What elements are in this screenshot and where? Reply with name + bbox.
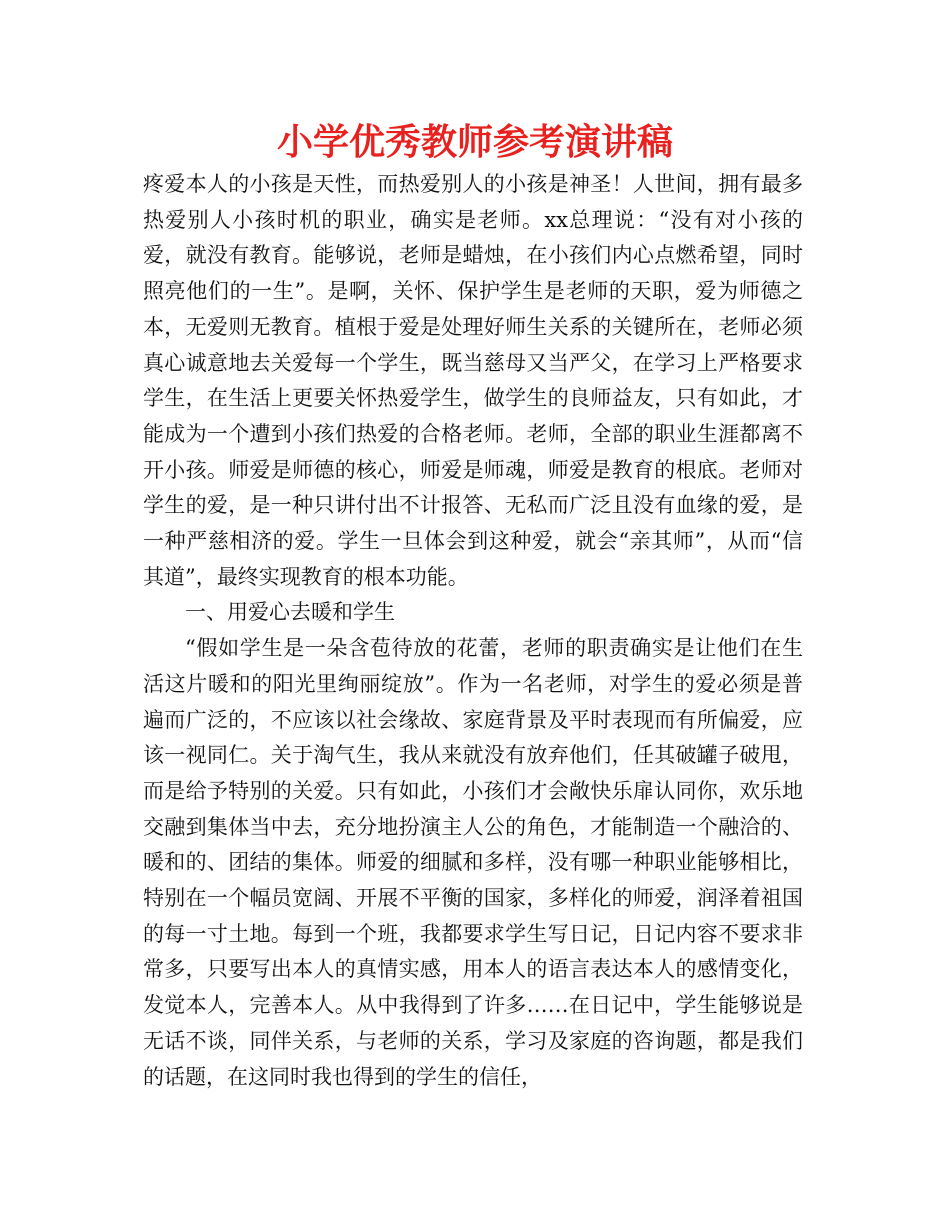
section-heading-1: 一、用爱心去暖和学生 <box>185 600 395 625</box>
body-paragraph-section-1: “假如学生是一朵含苞待放的花蕾，老师的职责确实是让他们在生活这片暖和的阳光里绚丽绽放”。作为一名老师，对学生的爱必须是普遍而广泛的，不应该以社会缘故、家庭背景及平时表现而有所偏爱，应该一视同仁。关于淘气生，我从来就没有放弃他们，任其破罐子破甩，而是给予特别的关爱。只有如此，小孩们才会敞快乐扉认同你，欢乐地交融到集体当中去，充分地扮演主人公的角色，才能制造一个融洽的、暖和的、团结的集体。师爱的细腻和多样，没有哪一种职业能够相比，特别在一个幅员宽阔、开展不平衡的国家，多样化的师爱，润泽着祖国的每一寸土地。每到一个班，我都要求学生写日记，日记内容不要求非常多，只要写出本人的真情实感，用本人的语言表达本人的感情变化，发觉本人，完善本人。从中我得到了许多……在日记中，学生能够说是无话不谈，同伴关系，与老师的关系，学习及家庭的咨询题，都是我们的话题，在这同时我也得到的学生的信任， <box>143 636 803 1089</box>
body-paragraph-intro: 疼爱本人的小孩是天性，而热爱别人的小孩是神圣！人世间，拥有最多热爱别人小孩时机的职业，确实是老师。xx总理说：“没有对小孩的爱，就没有教育。能够说，老师是蜡烛，在小孩们内心点燃希望，同时照亮他们的一生”。是啊，关怀、保护学生是老师的天职，爱为师德之本，无爱则无教育。植根于爱是处理好师生关系的关键所在，老师必须真心诚意地去关爱每一个学生，既当慈母又当严父，在学习上严格要求学生，在生活上更要关怀热爱学生，做学生的良师益友，只有如此，才能成为一个遭到小孩们热爱的合格老师。老师，全部的职业生涯都离不开小孩。师爱是师德的核心，师爱是师魂，师爱是教育的根底。老师对学生的爱，是一种只讲付出不计报答、无私而广泛且没有血缘的爱，是一种严慈相济的爱。学生一旦体会到这种爱，就会“亲其师”，从而“信其道”，最终实现教育的根本功能。 <box>143 172 803 589</box>
document-title: 小学优秀教师参考演讲稿 <box>276 122 673 163</box>
document-body <box>143 167 803 1095</box>
